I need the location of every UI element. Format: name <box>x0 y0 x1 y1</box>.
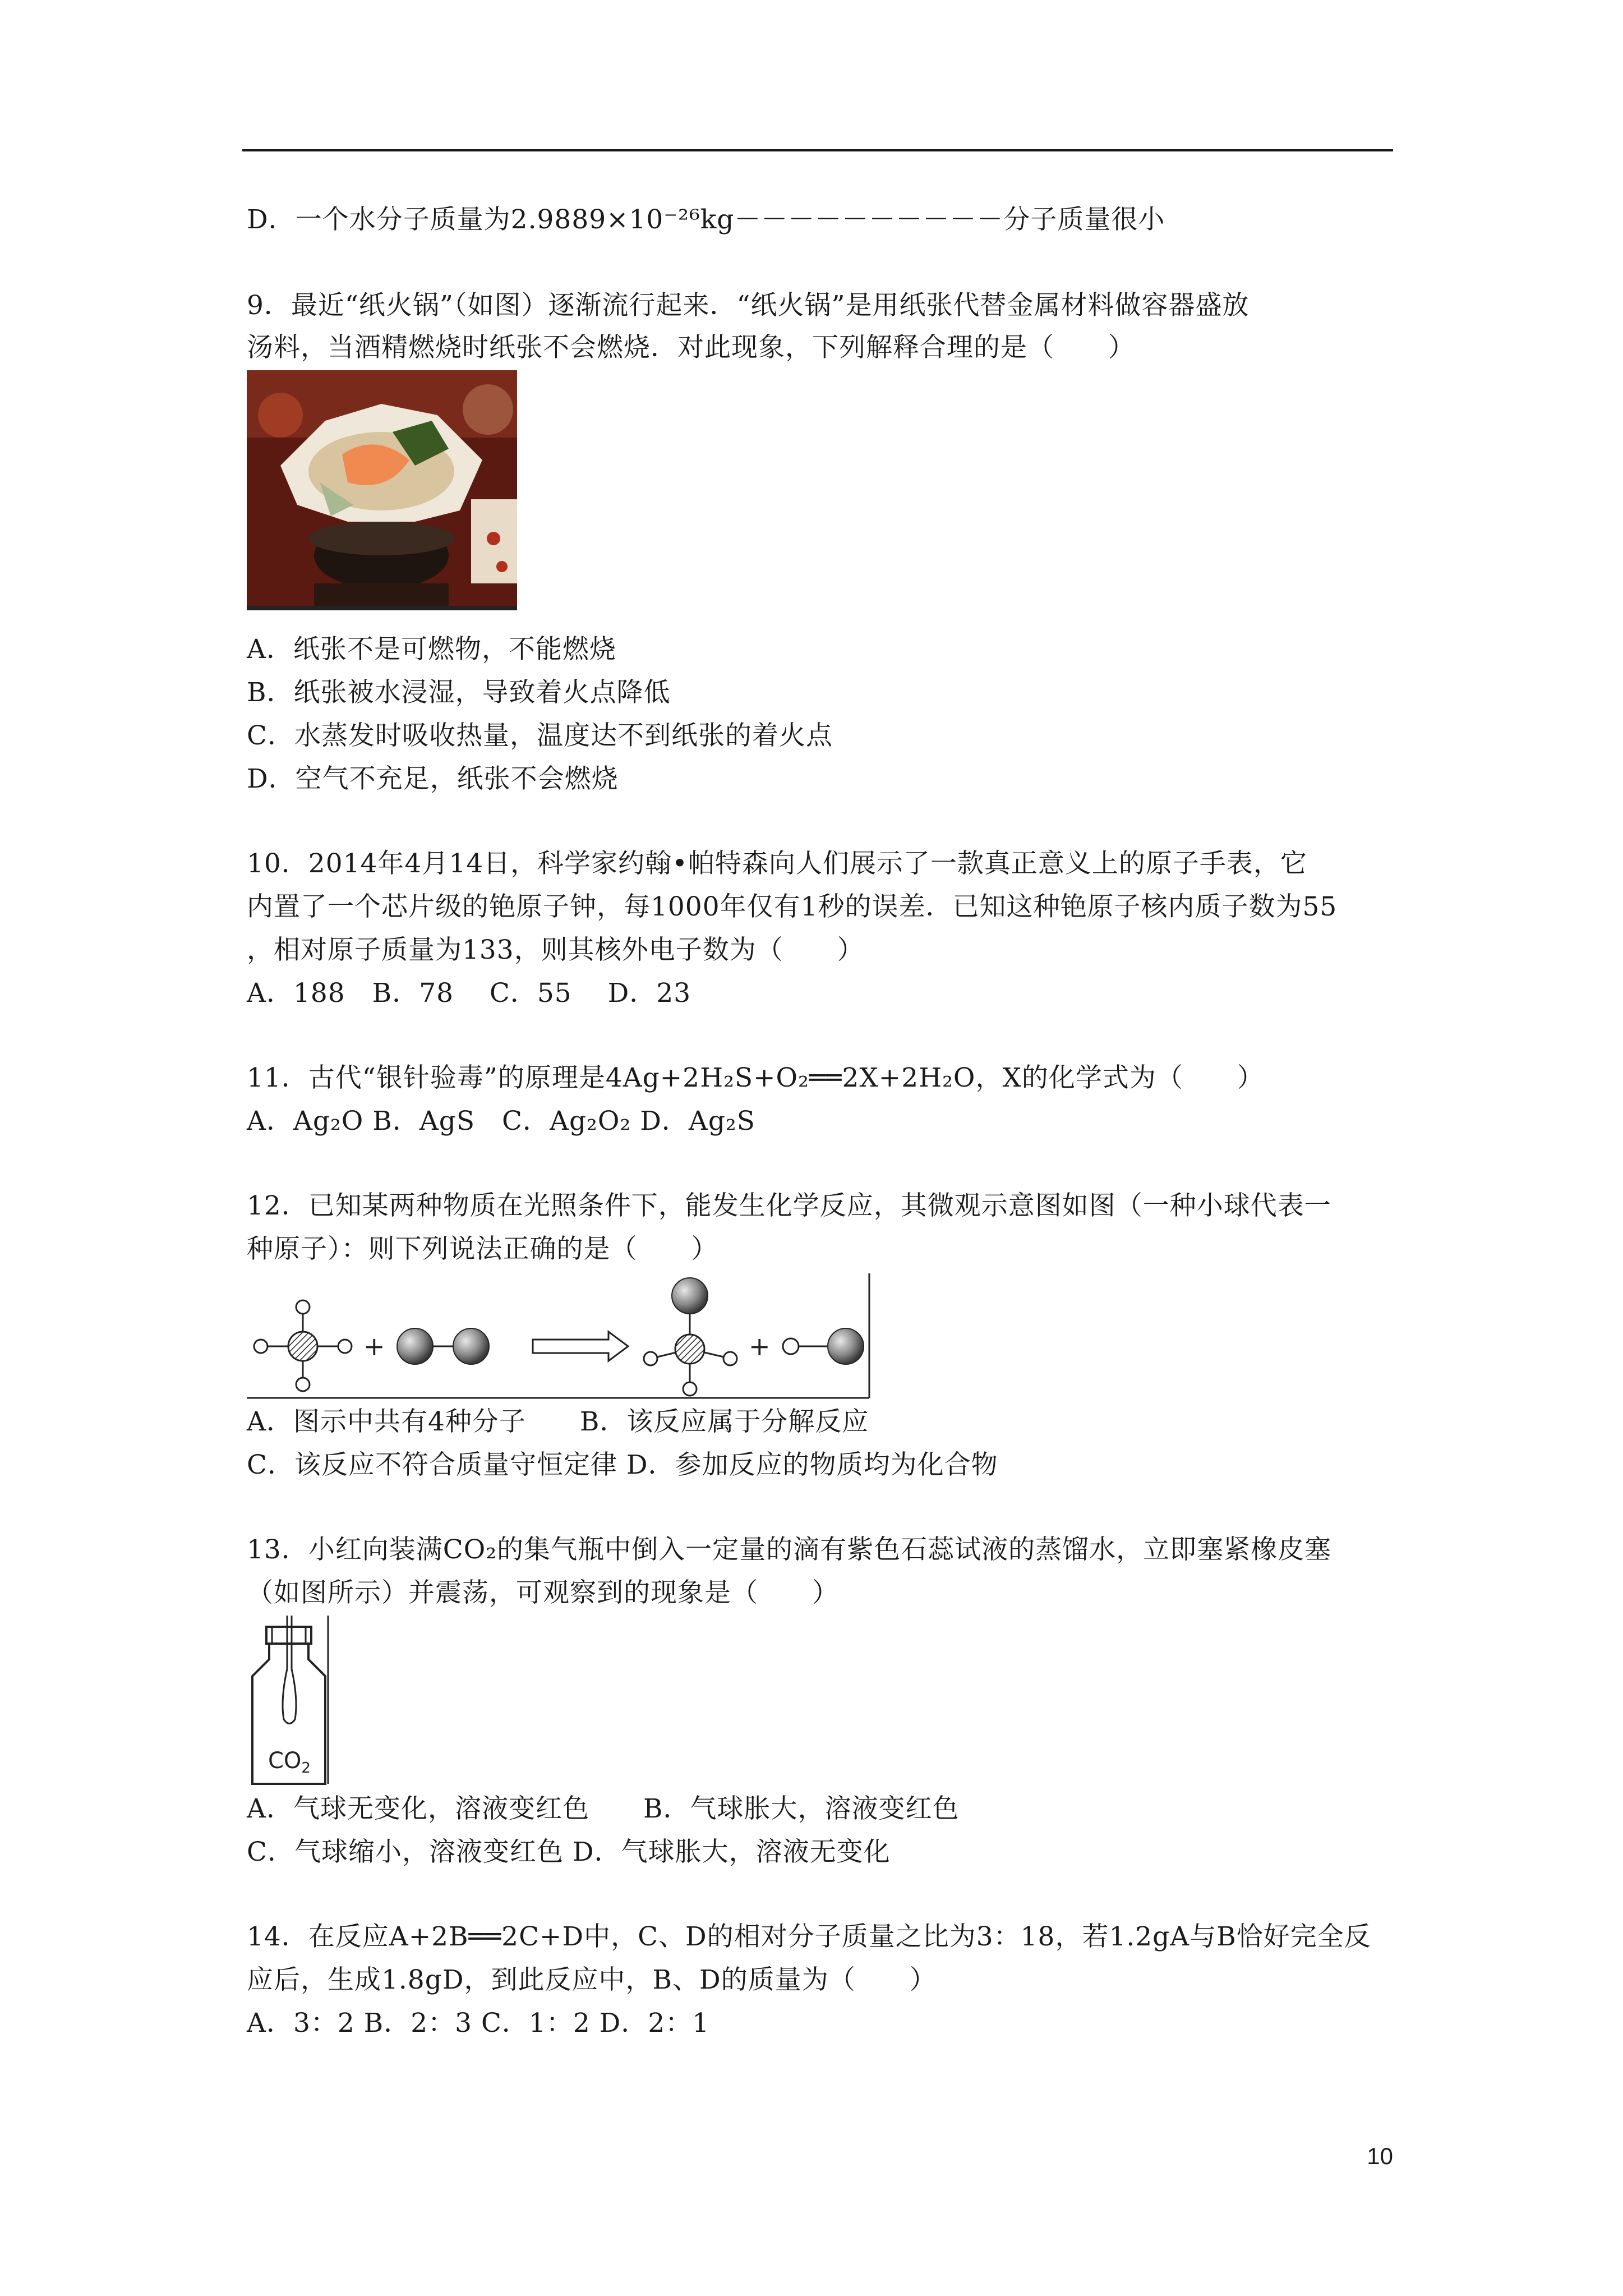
product-molecule-2 <box>783 1328 864 1364</box>
q9-option-b: B．纸张被水浸湿，导致着火点降低 <box>247 677 671 708</box>
q10-options: A．188 B．78 C．55 D．23 <box>247 978 691 1009</box>
q13-stem-line1: 13．小红向装满CO₂的集气瓶中倒入一定量的滴有紫色石蕊试液的蒸馏水，立即塞紧橡皮塞 <box>247 1534 1332 1565</box>
reaction-arrow <box>533 1332 628 1361</box>
product-molecule-1 <box>644 1278 737 1396</box>
q10-stem-line3: ，相对原子质量为133，则其核外电子数为（ ） <box>247 935 864 965</box>
reactant-molecule-1 <box>254 1300 352 1391</box>
q13-stem-line2: （如图所示）并震荡，可观察到的现象是（ ） <box>247 1577 839 1608</box>
q9-option-d: D．空气不充足，纸张不会燃烧 <box>247 763 619 794</box>
q12-stem-line1: 12．已知某两种物质在光照条件下，能发生化学反应，其微观示意图如图（一种小球代表一 <box>247 1190 1331 1221</box>
q13-options-line1: A．气球无变化，溶液变红色 B．气球胀大，溶液变红色 <box>247 1793 960 1824</box>
q10-stem-line2: 内置了一个芯片级的铯原子钟，每1000年仅有1秒的误差．已知这种铯原子核内质子数为55 <box>247 891 1338 922</box>
q12-options-line1: A．图示中共有4种分子 B．该反应属于分解反应 <box>247 1406 869 1437</box>
q10-stem-line1: 10．2014年4月14日，科学家约翰•帕特森向人们展示了一款真正意义上的原子手表，它 <box>247 848 1307 879</box>
paper-hotpot-photo <box>247 370 517 610</box>
reaction-diagram <box>247 1273 875 1400</box>
header-rule <box>242 149 1393 151</box>
q9-stem-line1: 9．最近“纸火锅”（如图）逐渐流行起来．“纸火锅”是用纸张代替金属材料做容器盛放 <box>247 290 1249 321</box>
q14-options: A．3：2 B．2：3 C．1：2 D．2：1 <box>247 2008 710 2039</box>
q8-option-d: D．一个水分子质量为2.9889×10⁻²⁶kg－－－－－－－－－－分子质量很小 <box>247 204 1165 235</box>
gas-bottle-figure <box>247 1616 331 1787</box>
q12-stem-line2: 种原子）：则下列说法正确的是（ ） <box>247 1234 718 1264</box>
q9-stem-line2: 汤料，当酒精燃烧时纸张不会燃烧．对此现象，下列解释合理的是（ ） <box>247 332 1135 363</box>
reactant-molecule-2 <box>397 1328 489 1364</box>
page-number: 10 <box>1367 2143 1393 2169</box>
q13-options-line2: C．气球缩小，溶液变红色 D．气球胀大，溶液无变化 <box>247 1837 891 1867</box>
q14-stem-line1: 14．在反应A+2B══2C+D中，C、D的相对分子质量之比为3：18，若1.2gA与B恰好完全反 <box>247 1921 1371 1952</box>
q11-stem: 11．古代“银针验毒”的原理是4Ag+2H₂S+O₂══2X+2H₂O，X的化学式为（ ） <box>247 1062 1264 1093</box>
svg-text:+: + <box>363 1331 385 1361</box>
co2-label: $CO_2$ <box>268 1748 311 1777</box>
q11-options: A．Ag₂O B．AgS C．Ag₂O₂ D．Ag₂S <box>247 1106 755 1137</box>
q9-option-c: C．水蒸发时吸收热量，温度达不到纸张的着火点 <box>247 720 833 751</box>
q12-options-line2: C．该反应不符合质量守恒定律 D．参加反应的物质均为化合物 <box>247 1450 998 1480</box>
q9-option-a: A．纸张不是可燃物，不能燃烧 <box>247 634 616 665</box>
svg-text:+: + <box>749 1331 771 1361</box>
q14-stem-line2: 应后，生成1.8gD，到此反应中，B、D的质量为（ ） <box>247 1964 937 1995</box>
